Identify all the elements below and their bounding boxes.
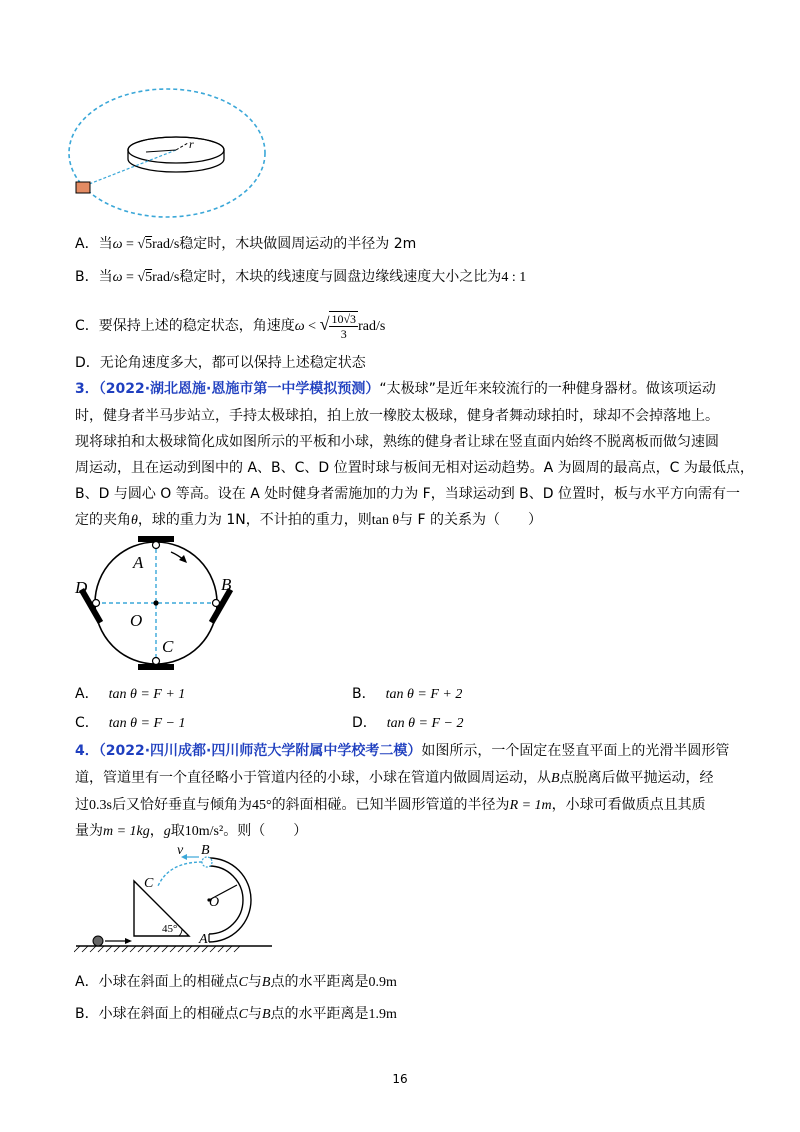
q3-line3: 现将球拍和太极球简化成如图所示的平板和小球，熟练的健身者让球在竖直面内始终不脱离板而做匀速圆 [75, 434, 719, 450]
label-C: C [144, 876, 154, 891]
q3-line5: B、D 与圆心 O 等高。设在 A 处时健身者需施加的力为 F，当球运动到 B、D 位置时，板与水平方向需有一 [75, 486, 741, 502]
q4-option-b: B．小球在斜面上的相碰点C与B点的水平距离是1.9m [75, 1006, 397, 1022]
q4-option-a: A．小球在斜面上的相碰点C与B点的水平距离是0.9m [75, 974, 397, 990]
label-A: A [199, 932, 208, 947]
q2-option-c: C．要保持上述的稳定状态，角速度ω < √ $\frac{10√3}{3}$ rad/s [75, 312, 386, 341]
label-v: v [177, 844, 184, 858]
q3-line1: 3．（2022·湖北恩施·恩施市第一中学模拟预测）“太极球”是近年来较流行的一种健身器材。做该项运动 [75, 381, 716, 397]
label-A: A [133, 553, 144, 572]
q2-option-d: D．无论角速度多大，都可以保持上述稳定状态 [75, 355, 366, 371]
label-C: C [162, 637, 174, 656]
q2-option-a: A．当ω = √5rad/s稳定时，木块做圆周运动的半径为 2m [75, 236, 417, 252]
label-r: r [189, 137, 194, 151]
q4-line3: 过0.3s后又恰好垂直与倾角为45°的斜面相碰。已知半圆形管道的半径为R = 1m，小球可看做质点且其质 [75, 797, 706, 813]
figure-taiji-circle [66, 534, 246, 676]
q3-option-d: D． tan θ = F − 2 [352, 715, 464, 731]
label-B: B [201, 844, 210, 858]
q3-option-c: C． tan θ = F − 1 [75, 715, 186, 731]
q3-option-b: B． tan θ = F + 2 [352, 686, 463, 702]
label-D: D [75, 578, 88, 597]
q3-line4: 周运动，且在运动到图中的 A、B、C、D 位置时球与板间无相对运动趋势。A 为圆周的最高点，C 为最低点， [75, 460, 754, 476]
q4-line1: 4．（2022·四川成都·四川师范大学附属中学校考二模）如图所示，一个固定在竖直平面上的光滑半圆形管 [75, 743, 730, 759]
q4-line2: 道，管道里有一个直径略小于管道内径的小球，小球在管道内做圆周运动，从B点脱离后做平抛运动，经 [75, 770, 714, 786]
label-angle: 45° [162, 923, 178, 935]
page-number: 16 [392, 1072, 408, 1086]
q3-line6: 定的夹角θ，球的重力为 1N，不计拍的重力，则tan θ与 F 的关系为（ ） [75, 512, 542, 528]
q3-line2: 时，健身者半马步站立，手持太极球拍，拍上放一橡胶太极球，健身者舞动球拍时，球却不会掉落地上。 [75, 408, 719, 424]
label-O: O [209, 895, 220, 910]
label-B: B [221, 575, 232, 594]
q4-line4: 量为m = 1kg，g取10m/s²。则（ ） [75, 823, 308, 839]
figure-pipe-incline [74, 844, 274, 954]
q3-option-a: A． tan θ = F + 1 [75, 686, 186, 702]
label-O: O [130, 611, 143, 630]
figure-rotating-disc [66, 86, 276, 226]
q2-option-b: B．当ω = √5rad/s稳定时，木块的线速度与圆盘边缘线速度大小之比为4 : 1 [75, 269, 527, 285]
